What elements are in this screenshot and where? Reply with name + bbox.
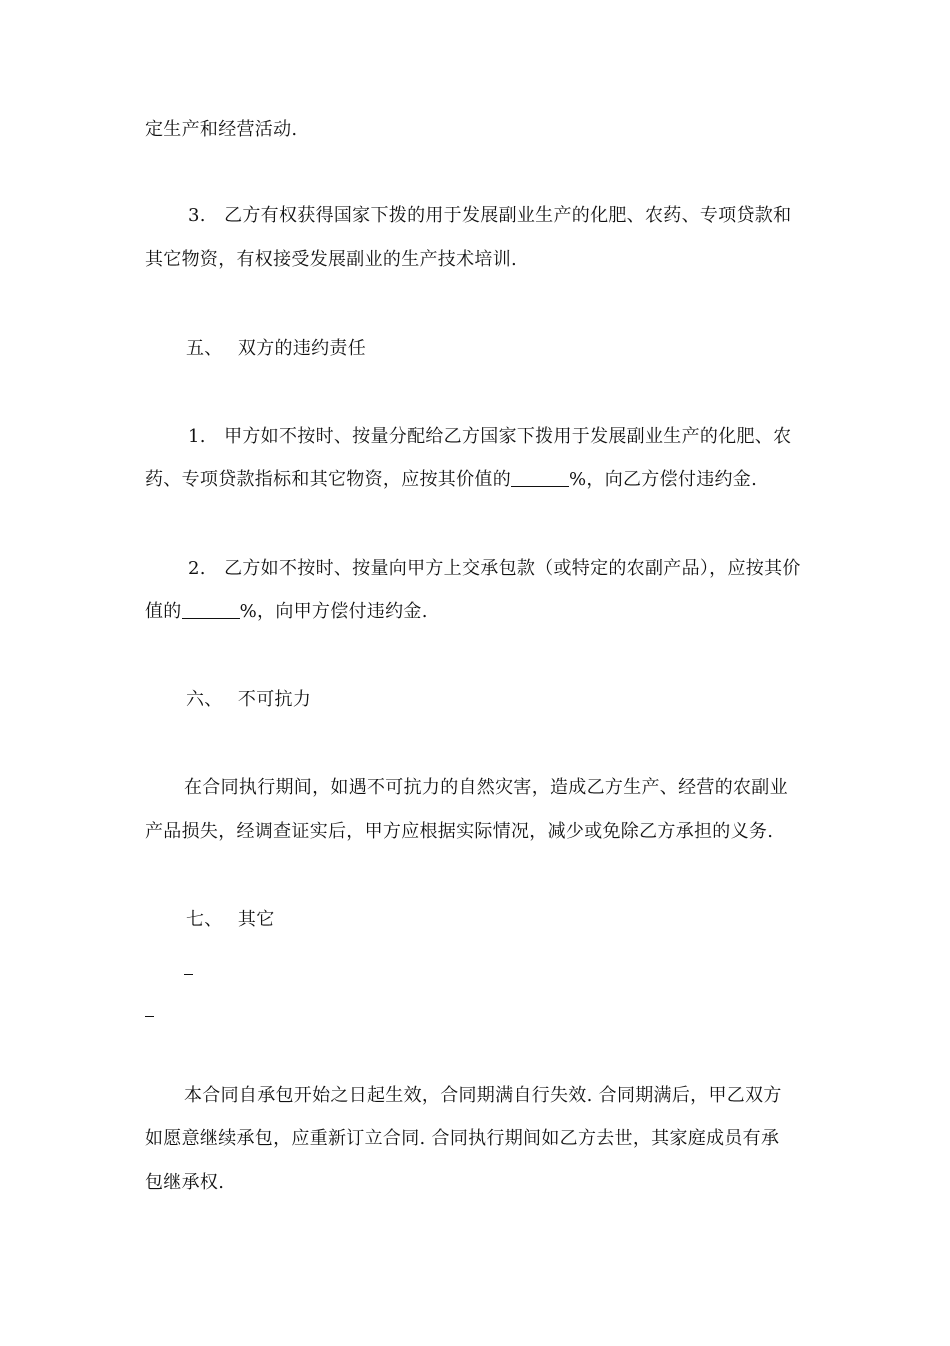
fill-in-blank[interactable] <box>182 600 240 619</box>
section-heading-force-majeure: 六、 不可抗力 <box>186 689 312 710</box>
clause-2-text-a: 值的 <box>145 601 182 622</box>
clause-2-text-b: %，向甲方偿付违约金. <box>239 601 428 622</box>
force-majeure-line-1: 在合同执行期间，如遇不可抗力的自然灾害，造成乙方生产、经营的农副业 <box>184 777 788 798</box>
stray-dash-mark <box>145 1016 154 1017</box>
clause-1-line-2 <box>145 468 757 492</box>
clause-1-line-1: 1. 甲方如不按时、按量分配给乙方国家下拨用于发展副业生产的化肥、农 <box>188 426 792 447</box>
force-majeure-line-2: 产品损失，经调查证实后，甲方应根据实际情况，减少或免除乙方承担的义务. <box>145 821 774 842</box>
other-line-1: 本合同自承包开始之日起生效，合同期满自行失效. 合同期满后，甲乙双方 <box>184 1085 782 1106</box>
section-heading-breach: 五、 双方的违约责任 <box>186 338 367 359</box>
clause-1-text-a: 药、专项贷款指标和其它物资，应按其价值的 <box>145 469 511 490</box>
clause-3-line-2: 其它物资，有权接受发展副业的生产技术培训. <box>145 249 518 270</box>
stray-dash-mark <box>184 974 193 975</box>
clause-2-line-1: 2. 乙方如不按时、按量向甲方上交承包款（或特定的农副产品），应按其价 <box>188 558 801 579</box>
other-line-3: 包继承权. <box>145 1172 225 1193</box>
clause-2-line-2 <box>145 600 428 624</box>
section-heading-other: 七、 其它 <box>186 909 275 930</box>
other-line-2: 如愿意继续承包，应重新订立合同. 合同执行期间如乙方去世，其家庭成员有承 <box>145 1128 780 1149</box>
fill-in-blank[interactable] <box>511 468 569 487</box>
paragraph-line: 定生产和经营活动. <box>145 119 298 140</box>
clause-1-text-b: %，向乙方偿付违约金. <box>569 469 758 490</box>
clause-3-line-1: 3. 乙方有权获得国家下拨的用于发展副业生产的化肥、农药、专项贷款和 <box>188 205 792 226</box>
